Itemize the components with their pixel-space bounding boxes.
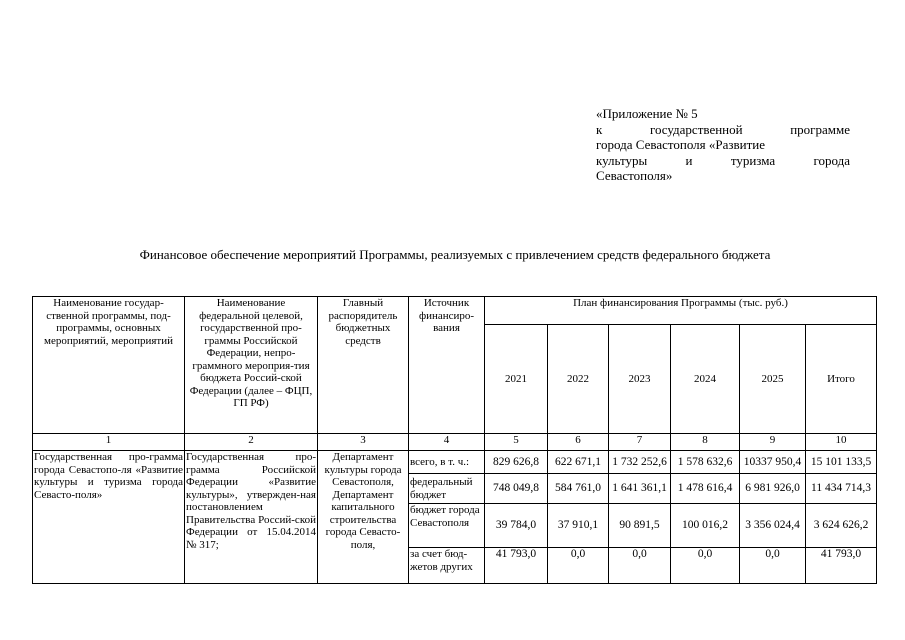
value-cell: 90 891,5 bbox=[609, 504, 671, 548]
document-title: Финансовое обеспечение мероприятий Программы, реализуемых с привлечением средств федерального бюджета bbox=[139, 247, 771, 262]
column-index: 1 bbox=[33, 434, 185, 451]
value-cell: 15 101 133,5 bbox=[806, 451, 877, 474]
column-index: 10 bbox=[806, 434, 877, 451]
column-index: 5 bbox=[485, 434, 548, 451]
value-cell: 41 793,0 bbox=[485, 548, 548, 584]
header-year: 2022 bbox=[548, 325, 609, 434]
column-index: 6 bbox=[548, 434, 609, 451]
program-name-cell: Государственная про-грамма города Севастопо-ля «Развитие культуры и туризма города Севасто-поля» bbox=[33, 451, 185, 584]
header-total: Итого bbox=[806, 325, 877, 434]
column-index: 7 bbox=[609, 434, 671, 451]
header-funding-source: Источник финансиро-вания bbox=[409, 297, 485, 434]
annex-word: программе bbox=[790, 121, 850, 137]
annex-word: культуры bbox=[596, 152, 648, 168]
value-cell: 1 478 616,4 bbox=[671, 474, 740, 504]
value-cell: 1 578 632,6 bbox=[671, 451, 740, 474]
value-cell: 829 626,8 bbox=[485, 451, 548, 474]
funding-source-cell: всего, в т. ч.: bbox=[409, 451, 485, 474]
value-cell: 100 016,2 bbox=[671, 504, 740, 548]
value-cell: 11 434 714,3 bbox=[806, 474, 877, 504]
value-cell: 0,0 bbox=[548, 548, 609, 584]
header-row-1 bbox=[33, 297, 877, 325]
funding-source-cell: за счет бюд-жетов других bbox=[409, 548, 485, 584]
annex-word: туризма bbox=[730, 152, 776, 168]
annex-line-3: города Севастополя «Развитие bbox=[596, 137, 766, 152]
annex-line-5: Севастополя» bbox=[596, 168, 673, 183]
value-cell: 622 671,1 bbox=[548, 451, 609, 474]
federal-program-cell: Государственная про-грамма Российской Федерации «Развитие культуры», утвержден-ная постановлением Правительства Россий-ской Федерации от 15.04.2014 № 317; bbox=[185, 451, 318, 584]
financing-table bbox=[32, 296, 877, 584]
value-cell: 748 049,8 bbox=[485, 474, 548, 504]
value-cell: 39 784,0 bbox=[485, 504, 548, 548]
annex-line-4 bbox=[596, 153, 850, 169]
value-cell: 0,0 bbox=[671, 548, 740, 584]
annex-heading bbox=[596, 106, 850, 184]
annex-word: государственной bbox=[649, 121, 743, 137]
value-cell: 0,0 bbox=[609, 548, 671, 584]
column-index: 9 bbox=[740, 434, 806, 451]
column-index: 2 bbox=[185, 434, 318, 451]
value-cell: 41 793,0 bbox=[806, 548, 877, 584]
column-index-row bbox=[33, 434, 877, 451]
value-cell: 3 624 626,2 bbox=[806, 504, 877, 548]
value-cell: 10337 950,4 bbox=[740, 451, 806, 474]
header-financing-plan: План финансирования Программы (тыс. руб.) bbox=[485, 297, 877, 325]
header-year: 2024 bbox=[671, 325, 740, 434]
annex-word: к bbox=[596, 121, 603, 137]
header-federal-program: Наименование федеральной целевой, государственной про-граммы Российской Федерации, непро-граммного мероприя-тия бюджета Россий-ской Федерации (далее – ФЦП, ГП РФ) bbox=[185, 297, 318, 434]
header-program-name: Наименование государ-ственной программы, под-программы, основных мероприятий, мероприятий bbox=[33, 297, 185, 434]
value-cell: 6 981 926,0 bbox=[740, 474, 806, 504]
administrator-cell: Департамент культуры города Севастополя, Департамент капитального строительства города Севасто-поля, bbox=[318, 451, 409, 584]
annex-word: и bbox=[685, 152, 693, 168]
value-cell: 1 732 252,6 bbox=[609, 451, 671, 474]
value-cell: 37 910,1 bbox=[548, 504, 609, 548]
annex-word: города bbox=[813, 152, 850, 168]
value-cell: 0,0 bbox=[740, 548, 806, 584]
column-index: 3 bbox=[318, 434, 409, 451]
annex-line-1: «Приложение № 5 bbox=[596, 106, 698, 121]
header-administrator: Главный распорядитель бюджетных средств bbox=[318, 297, 409, 434]
header-year: 2021 bbox=[485, 325, 548, 434]
table-row bbox=[33, 451, 877, 474]
header-year: 2023 bbox=[609, 325, 671, 434]
funding-source-cell: бюджет города Севастополя bbox=[409, 504, 485, 548]
value-cell: 3 356 024,4 bbox=[740, 504, 806, 548]
header-year: 2025 bbox=[740, 325, 806, 434]
column-index: 8 bbox=[671, 434, 740, 451]
funding-source-cell: федеральный бюджет bbox=[409, 474, 485, 504]
value-cell: 1 641 361,1 bbox=[609, 474, 671, 504]
annex-line-2 bbox=[596, 122, 850, 138]
column-index: 4 bbox=[409, 434, 485, 451]
value-cell: 584 761,0 bbox=[548, 474, 609, 504]
